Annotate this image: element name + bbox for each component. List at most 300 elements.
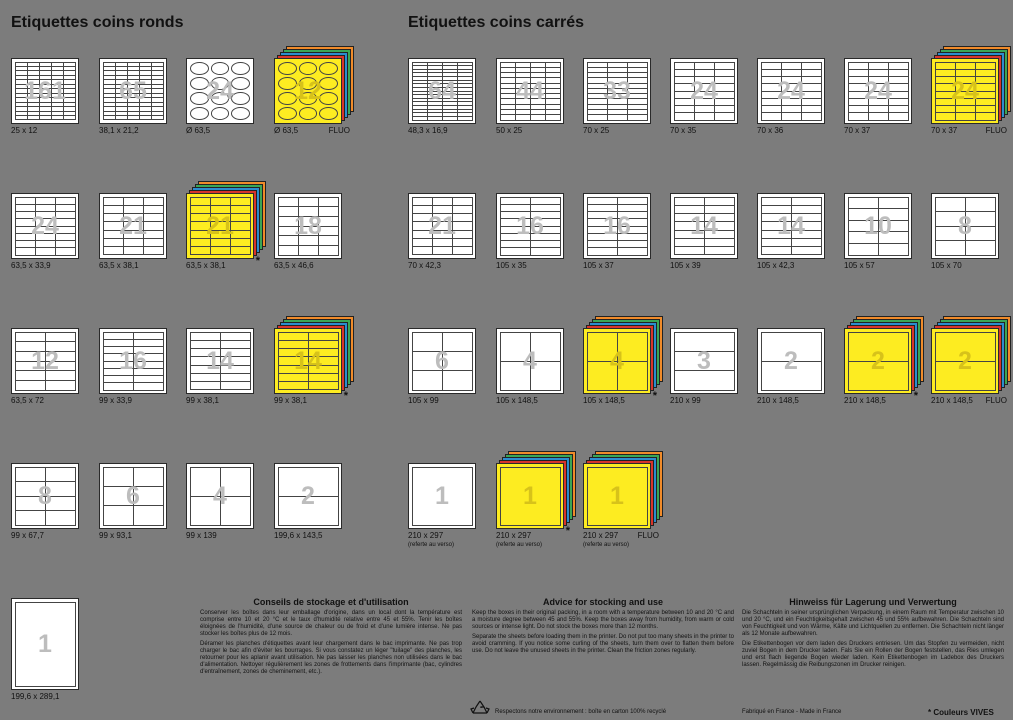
label-size <box>583 261 614 271</box>
label-cell <box>587 114 608 120</box>
label-grid <box>412 332 472 390</box>
label-grid <box>190 62 250 120</box>
square-label-4 <box>670 58 738 135</box>
label-cell <box>55 247 76 255</box>
round-label-7 <box>186 193 260 270</box>
label-size <box>931 396 973 406</box>
label-cell <box>103 382 134 390</box>
label-sheet <box>11 193 79 259</box>
round-label-9 <box>11 328 79 405</box>
square-label-24 <box>583 463 659 548</box>
label-size <box>844 261 875 271</box>
square-label-11 <box>670 193 738 270</box>
label-sheet <box>844 193 912 259</box>
label-count: 21 <box>428 211 456 240</box>
label-sheet <box>583 58 651 124</box>
label-grid <box>103 332 163 390</box>
label-grid <box>761 62 821 120</box>
label-cell <box>45 510 76 526</box>
label-cell <box>278 245 299 256</box>
label-size-text: 199,6 x 289,1 <box>11 692 60 701</box>
round-label-cell <box>319 77 338 90</box>
round-label-cell <box>278 77 297 90</box>
label-size <box>99 261 139 271</box>
round-label-17 <box>11 598 79 701</box>
label-count: 18 <box>294 211 322 240</box>
square-label-2 <box>496 58 564 135</box>
notes-german <box>742 597 1004 672</box>
label-size <box>186 261 226 271</box>
round-label-cell <box>211 62 230 75</box>
round-label-6 <box>99 193 167 270</box>
fluo-tag: FLUO <box>637 531 659 540</box>
label-grid <box>848 332 908 390</box>
label-size-text: Ø 63,5 <box>186 126 211 135</box>
label-cell <box>457 116 473 121</box>
label-cell <box>452 246 473 255</box>
vivid-colors-star: * <box>652 390 657 402</box>
label-cell <box>278 496 339 526</box>
label-size-text: 63,5 x 46,6 <box>274 261 314 270</box>
label-cell <box>143 246 164 255</box>
label-size-text: 63,5 x 38,1 <box>186 261 226 270</box>
label-count: 21 <box>119 211 147 240</box>
label-sheet <box>99 463 167 529</box>
label-count: 2 <box>784 346 798 375</box>
label-sheet <box>757 328 825 394</box>
label-cell <box>848 112 869 120</box>
round-label-11 <box>186 328 254 405</box>
label-cell <box>103 246 124 255</box>
label-size-text: 48,3 x 16,9 <box>408 126 448 135</box>
label-size <box>931 126 957 136</box>
label-grid <box>935 197 995 255</box>
notes-french-p1: Conserver les boîtes dans leur emballage d'origine, dans un local dont la température est comprise entre 10 et 20 °C et le taux d'humidité relative entre 45 et 55%. Tenir les boîtes éloignées de l'humidité, d'une source de chaleur ou de froid et d'une lumière intense. Ne pas stocker les boîtes plus de 12 mois. <box>200 610 462 637</box>
label-size-text: 99 x 93,1 <box>99 531 132 540</box>
round-label-16 <box>274 463 342 540</box>
label-size-text: 99 x 38,1 <box>186 396 219 405</box>
square-label-3 <box>583 58 651 135</box>
label-count: 65 <box>119 76 147 105</box>
label-cell <box>103 467 134 487</box>
label-cell <box>190 467 221 497</box>
square-label-18 <box>670 328 738 405</box>
square-label-21 <box>931 328 1007 405</box>
label-size-text: 105 x 42,3 <box>757 261 795 270</box>
label-cell <box>848 243 879 256</box>
notes-german-p1: Die Schachteln in seiner ursprünglichen Verpackung, in einem Raum mit Temperatur zwischen 10 und 20 °C, und ein Feuchtigkeitsgehalt zwischen 45 und 55% aufbewahren. Die Schachteln sind von Feuchtigkeit und von Wärme, Kälte und Lichtquellen zu entfernen. Die Schachteln nicht länger als 12 Monate aufbewahren. <box>742 610 1004 637</box>
label-cell <box>878 243 909 256</box>
label-cell <box>935 332 996 362</box>
label-cell <box>45 481 76 497</box>
label-cell <box>412 351 443 371</box>
round-label-cell <box>231 107 250 120</box>
label-cell <box>308 381 339 390</box>
round-label-13 <box>11 463 79 540</box>
fluo-tag: FLUO <box>328 126 350 135</box>
vivid-colors-star: * <box>255 255 260 267</box>
label-sheet <box>11 463 79 529</box>
label-size <box>757 396 799 406</box>
label-count: 21 <box>206 211 234 240</box>
round-label-cell <box>211 92 230 105</box>
round-label-1 <box>11 58 79 135</box>
label-cell <box>674 332 735 352</box>
notes-english-p2: Separate the sheets before loading them in the printer. Do not put too many sheets in the printer to avoid cramming. If you notice some curling of the sheets, turn them over to flatten them before use. Do not leave the unused sheets in the printer. Clean the friction zones regularly. <box>472 634 734 654</box>
label-cell <box>133 486 164 506</box>
label-size <box>670 261 701 271</box>
label-sheet <box>99 58 167 124</box>
label-count: 2 <box>871 346 885 375</box>
label-cell <box>432 246 453 255</box>
label-size-text: 63,5 x 38,1 <box>99 261 139 270</box>
label-cell <box>965 197 996 213</box>
label-grid <box>587 62 647 120</box>
label-cell <box>133 382 164 390</box>
label-size-text: 70 x 35 <box>670 126 697 135</box>
label-cell <box>791 246 822 255</box>
label-size-note: (referte au verso) <box>583 542 630 548</box>
label-sheet <box>408 463 476 529</box>
label-sheet <box>583 193 651 259</box>
label-cell <box>935 226 966 242</box>
label-sheet <box>844 58 912 124</box>
label-cell <box>674 351 735 371</box>
label-size <box>496 261 527 271</box>
label-cell <box>45 467 76 483</box>
label-sheet <box>274 328 342 394</box>
label-cell <box>515 114 531 120</box>
label-cell <box>935 197 966 213</box>
label-grid <box>15 602 75 686</box>
label-sheet <box>99 328 167 394</box>
label-count: 33 <box>603 76 631 105</box>
footer-colors-label: Couleurs VIVES <box>933 708 994 717</box>
label-cell <box>530 332 561 362</box>
label-sheet <box>408 193 476 259</box>
label-size-text: 105 x 35 <box>496 261 527 270</box>
square-label-10 <box>583 193 651 270</box>
label-cell <box>151 115 164 120</box>
label-size <box>11 692 59 702</box>
label-size <box>11 261 51 271</box>
label-size <box>931 261 962 271</box>
square-label-22 <box>408 463 476 548</box>
round-label-cell <box>231 92 250 105</box>
label-size-text: 63,5 x 33,9 <box>11 261 51 270</box>
label-sheet <box>408 328 476 394</box>
label-size-text: 63,5 x 72 <box>11 396 44 405</box>
label-cell <box>530 361 561 391</box>
fluo-tag: FLUO <box>985 126 1007 135</box>
label-cell <box>15 510 46 526</box>
label-cell <box>587 332 618 362</box>
label-cell <box>545 114 561 120</box>
footer-environment: Respectons notre environnement : boîte en carton 100% recyclé <box>495 709 667 715</box>
label-sheet <box>186 463 254 529</box>
square-label-23 <box>496 463 570 548</box>
label-cell <box>500 361 531 391</box>
label-size <box>186 396 219 406</box>
label-size-text: 210 x 297 <box>408 531 444 540</box>
label-cell <box>674 112 695 120</box>
square-label-16 <box>496 328 564 405</box>
label-cell <box>955 112 976 120</box>
label-size-text: 105 x 148,5 <box>496 396 538 405</box>
label-cell <box>133 467 164 487</box>
label-cell <box>530 114 546 120</box>
label-sheet <box>757 58 825 124</box>
label-size <box>99 531 132 541</box>
label-sheet <box>274 193 342 259</box>
round-label-cell <box>319 92 338 105</box>
round-label-3 <box>186 58 254 135</box>
footer-colors <box>928 708 994 717</box>
footer-made-in-france: Fabriqué en France - Made in France <box>742 709 842 715</box>
round-label-cell <box>278 62 297 75</box>
label-cell <box>318 245 339 256</box>
square-label-7 <box>931 58 1007 135</box>
label-count: 24 <box>31 211 59 240</box>
label-cell <box>617 247 648 255</box>
label-count: 1 <box>610 481 624 510</box>
label-cell <box>761 332 822 362</box>
label-size <box>408 126 448 136</box>
label-size-text: 210 x 99 <box>670 396 701 405</box>
label-count: 2 <box>301 481 315 510</box>
label-grid <box>587 197 647 255</box>
label-size-text: 199,6 x 143,5 <box>274 531 323 540</box>
label-sheet <box>11 598 79 690</box>
label-grid <box>278 332 338 390</box>
label-sheet <box>670 193 738 259</box>
label-size <box>496 396 538 406</box>
label-cell <box>412 116 428 121</box>
label-size-text: 70 x 37 <box>931 126 958 135</box>
square-label-14 <box>931 193 999 270</box>
label-grid <box>15 467 75 525</box>
label-count: 8 <box>958 211 972 240</box>
vivid-colors-star: * <box>343 390 348 402</box>
label-cell <box>63 115 76 120</box>
label-count: 12 <box>294 76 322 105</box>
square-label-20 <box>844 328 918 405</box>
label-cell <box>278 467 339 497</box>
label-cell <box>674 370 735 390</box>
label-cell <box>190 246 211 255</box>
label-cell <box>704 246 735 255</box>
label-count: 64 <box>428 76 456 105</box>
label-cell <box>761 361 822 391</box>
round-label-cell <box>211 77 230 90</box>
label-size <box>186 126 210 136</box>
label-sheet <box>186 193 254 259</box>
round-label-cell <box>278 107 297 120</box>
label-size-note: (referte au verso) <box>408 542 455 548</box>
label-size-text: 99 x 38,1 <box>274 396 307 405</box>
label-cell <box>587 247 618 255</box>
label-cell <box>935 361 996 391</box>
label-count: 24 <box>690 76 718 105</box>
label-size-text: 38,1 x 21,2 <box>99 126 139 135</box>
label-cell <box>210 246 231 255</box>
label-cell <box>627 114 648 120</box>
label-size <box>11 396 44 406</box>
label-cell <box>674 246 705 255</box>
notes-french-p2: Déramer les planches d'étiquettes avant leur chargement dans le bac imprimante. Ne pas trop charger le bac afin d'éviter les bourrages. Si vous constatez un léger "tuilage" des planches, les retourner pour les aplanir avant utilisation. Ne pas laisser les planches non utilisées dans le bac d'alimentation. Nettoyer régulièrement les zones de frottements dans l'imprimante (bac, cylindres d'entraînement, zones de cheminement, etc.). <box>200 641 462 675</box>
square-label-9 <box>496 193 564 270</box>
label-size-text: 105 x 39 <box>670 261 701 270</box>
label-sheet <box>931 328 999 394</box>
notes-english <box>472 597 734 658</box>
label-size-text: 99 x 139 <box>186 531 217 540</box>
title-round-corners: Etiquettes coins ronds <box>11 14 184 31</box>
label-size-text: 210 x 297 <box>583 531 619 540</box>
label-grid <box>500 62 560 120</box>
label-size-text: 70 x 25 <box>583 126 610 135</box>
label-size <box>670 396 701 406</box>
round-label-cell <box>299 77 318 90</box>
label-count: 6 <box>435 346 449 375</box>
label-sheet <box>274 58 342 124</box>
label-grid <box>935 332 995 390</box>
label-grid <box>412 197 472 255</box>
label-cell <box>500 467 561 526</box>
label-size-text: 210 x 148,5 <box>757 396 799 405</box>
round-label-cell <box>190 77 209 90</box>
label-sheet <box>11 58 79 124</box>
label-grid <box>278 197 338 255</box>
square-label-6 <box>844 58 912 135</box>
label-grid <box>848 197 908 255</box>
label-size <box>274 126 298 136</box>
label-cell <box>935 112 956 120</box>
label-grid <box>15 332 75 390</box>
label-size <box>274 531 322 541</box>
label-cell <box>714 112 735 120</box>
label-cell <box>15 496 46 512</box>
label-sheet <box>11 328 79 394</box>
label-cell <box>15 467 46 483</box>
label-count: 161 <box>24 76 66 105</box>
label-count: 4 <box>523 346 537 375</box>
label-sheet <box>931 193 999 259</box>
label-sheet <box>186 58 254 124</box>
label-cell <box>868 112 889 120</box>
label-size <box>186 531 217 541</box>
square-label-5 <box>757 58 825 135</box>
label-cell <box>442 351 473 371</box>
label-size <box>583 126 609 136</box>
label-count: 24 <box>951 76 979 105</box>
label-size <box>408 531 454 549</box>
label-size-text: 50 x 25 <box>496 126 523 135</box>
label-size-note: (referte au verso) <box>496 542 543 548</box>
square-label-13 <box>844 193 912 270</box>
label-cell <box>530 247 561 255</box>
label-size <box>274 396 307 406</box>
square-label-19 <box>757 328 825 405</box>
label-grid <box>848 62 908 120</box>
label-count: 24 <box>777 76 805 105</box>
label-sheet <box>670 328 738 394</box>
notes-english-p1: Keep the boxes in their original packing, in a room with a temperature between 10 and 20 °C and a moisture degree between 45 and 55%. Keep the boxes away from humidity, from warm or cold sources or intense light. Do not stock the boxes more than 12 months. <box>472 610 734 630</box>
label-size-text: 70 x 42,3 <box>408 261 441 270</box>
label-size <box>408 261 441 271</box>
label-cell <box>412 246 433 255</box>
vivid-colors-star: * <box>565 525 570 537</box>
label-sheet <box>408 58 476 124</box>
label-count: 24 <box>206 76 234 105</box>
label-cell <box>220 381 251 390</box>
label-cell <box>965 211 996 227</box>
label-grid <box>103 467 163 525</box>
round-label-2 <box>99 58 167 135</box>
label-cell <box>848 361 909 391</box>
label-sheet <box>583 463 651 529</box>
round-label-15 <box>186 463 254 540</box>
notes-french-title: Conseils de stockage et d'utilisation <box>253 597 409 607</box>
notes-english-title: Advice for stocking and use <box>542 597 664 607</box>
label-grid <box>674 332 734 390</box>
label-grid <box>587 332 647 390</box>
label-cell <box>500 332 531 362</box>
label-cell <box>298 245 319 256</box>
label-count: 3 <box>697 346 711 375</box>
label-size <box>757 261 794 271</box>
round-label-12 <box>274 328 348 405</box>
label-cell <box>761 112 782 120</box>
round-label-cell <box>299 62 318 75</box>
label-sheet <box>583 328 651 394</box>
label-size <box>274 261 314 271</box>
label-size <box>99 396 132 406</box>
label-grid <box>500 467 560 525</box>
label-cell <box>190 496 221 526</box>
label-size-text: Ø 63,5 <box>274 126 299 135</box>
label-size <box>670 126 696 136</box>
label-size <box>844 396 886 406</box>
square-label-1 <box>408 58 476 135</box>
label-cell <box>15 380 46 391</box>
label-size-text: 105 x 37 <box>583 261 614 270</box>
round-label-cell <box>211 107 230 120</box>
label-sheet <box>844 328 912 394</box>
label-cell <box>500 247 531 255</box>
round-label-cell <box>231 62 250 75</box>
fluo-tag: FLUO <box>985 396 1007 405</box>
label-grid <box>190 467 250 525</box>
round-label-cell <box>190 107 209 120</box>
label-size-text: 210 x 148,5 <box>844 396 886 405</box>
label-grid <box>103 197 163 255</box>
label-size <box>496 126 522 136</box>
label-size <box>496 531 542 549</box>
label-cell <box>15 602 76 687</box>
label-size-text: 99 x 67,7 <box>11 531 44 540</box>
label-sheet <box>99 193 167 259</box>
label-count: 14 <box>777 211 805 240</box>
label-count: 44 <box>516 76 544 105</box>
label-size <box>583 531 629 549</box>
label-cell <box>35 247 56 255</box>
label-count: 8 <box>38 481 52 510</box>
label-cell <box>412 370 443 390</box>
label-size-text: 70 x 36 <box>757 126 784 135</box>
label-cell <box>617 332 648 362</box>
title-square-corners: Etiquettes coins carrés <box>408 14 585 31</box>
label-count: 14 <box>206 346 234 375</box>
